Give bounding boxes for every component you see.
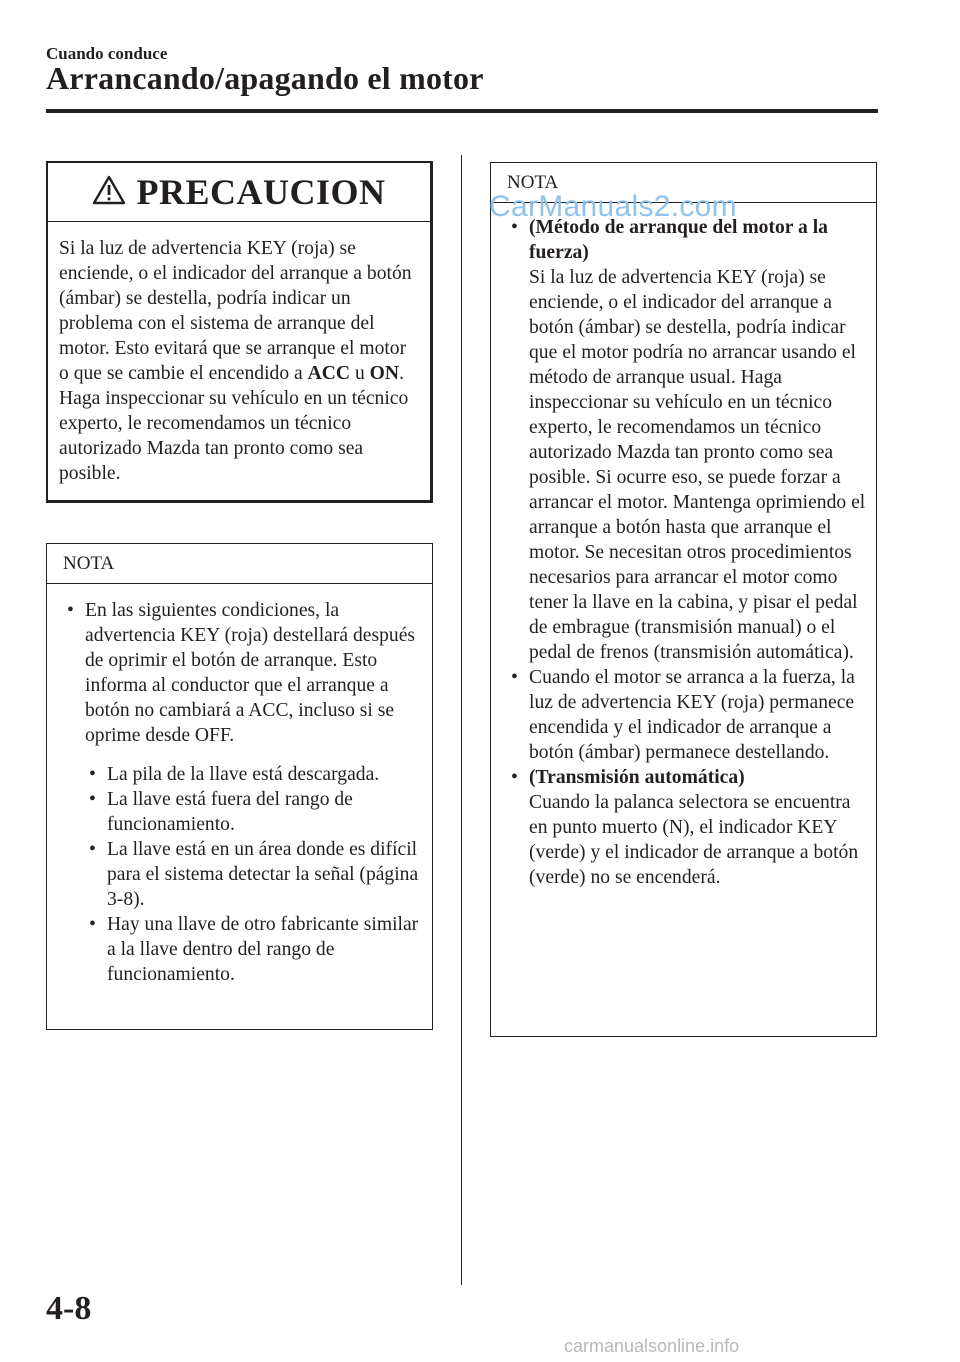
caution-heading: PRECAUCION <box>136 172 386 212</box>
nota-box-right <box>490 162 877 1037</box>
nota-right-item-3-title: (Transmisión automática) <box>529 767 745 788</box>
caution-text <box>48 222 430 486</box>
condition-text: Hay una llave de otro fabricante similar a la llave dentro del rango de funcionamiento. <box>107 914 419 985</box>
watermark-bottom: carmanualsonline.info <box>564 1336 740 1356</box>
bullet-icon: • <box>89 764 96 785</box>
list-item <box>85 762 422 787</box>
bullet-icon: • <box>511 767 518 788</box>
caution-box <box>46 161 433 503</box>
list-item <box>507 215 868 665</box>
nota-content-left <box>47 584 432 987</box>
nota-right-item-3-text: Cuando la palanca selectora se encuentra en punto muerto (N), el indicador KEY (verde) y el indicador de arranque a botón (verde) no se encenderá. <box>529 792 859 888</box>
section-label: Cuando conduce <box>46 44 168 63</box>
list-item <box>63 598 422 748</box>
bullet-icon: • <box>89 839 96 860</box>
list-item <box>85 912 422 987</box>
nota-left-item-text: En las siguientes condiciones, la advertencia KEY (roja) destellará después de oprimir el botón de arranque. Esto informa al conductor que el arranque a botón no cambiará a ACC, incluso si se oprime desde OFF. <box>85 600 416 746</box>
title-rule <box>46 109 878 113</box>
bullet-icon: • <box>511 217 518 238</box>
list-item <box>85 787 422 837</box>
acc-term: ACC <box>307 363 351 384</box>
nota-content-right <box>491 203 876 890</box>
page-number: 4-8 <box>46 1290 92 1327</box>
caution-text-2: u <box>350 363 370 384</box>
nota-right-item-1-text: Si la luz de advertencia KEY (roja) se enciende, o el indicador del arranque a botón (ámbar) se destella, podría indicar que el motor podría no arrancar usando el método de arranque usual. Haga inspeccionar su vehículo en un técnico experto, le recomendamos un técnico autorizado Mazda tan pronto como sea posible. Si ocurre eso, se puede forzar a arrancar el motor. Mantenga oprimiendo el arranque a botón hasta que arranque el motor. Se necesitan otros procedimientos necesarios para arrancar el motor como tener la llave en la cabina, y pisar el pedal de embrague (transmisión manual) o el pedal de frenos (transmisión automática). <box>529 267 866 663</box>
caution-text-1: Si la luz de advertencia KEY (roja) se enciende, o el indicador del arranque a botón (ámbar) se destella, podría indicar un problema con el sistema de arranque del motor. Esto evitará que se arranque el motor o que se cambie el encendido a <box>59 238 412 384</box>
condition-text: La llave está en un área donde es difícil para el sistema detectar la señal (página 3-8). <box>107 839 419 910</box>
conditions-list <box>63 762 422 987</box>
nota-heading-left: NOTA <box>47 544 432 584</box>
nota-right-item-2-text: Cuando el motor se arranca a la fuerza, la luz de advertencia KEY (roja) permanece encendida y el indicador de arranque a botón (ámbar) permanece destellando. <box>529 667 855 763</box>
bullet-icon: • <box>511 667 518 688</box>
condition-text: La pila de la llave está descargada. <box>107 764 380 785</box>
page-title: Arrancando/apagando el motor <box>46 60 484 96</box>
list-item <box>507 765 868 890</box>
bullet-icon: • <box>67 600 74 621</box>
caution-header <box>48 163 430 222</box>
caution-text-3: . Haga inspeccionar su vehículo en un técnico experto, le recomendamos un técnico autorizado Mazda tan pronto como sea posible. <box>59 363 409 484</box>
column-divider <box>461 155 462 1285</box>
watermark-top: CarManuals2.com <box>489 190 737 223</box>
nota-heading-right: NOTA <box>491 163 876 203</box>
nota-right-item-1-title: (Método de arranque del motor a la fuerza) <box>529 217 828 263</box>
bullet-icon: • <box>89 914 96 935</box>
condition-text: La llave está fuera del rango de funcionamiento. <box>107 789 353 835</box>
list-item <box>507 665 868 765</box>
warning-triangle-icon <box>92 175 126 210</box>
nota-box-left <box>46 543 433 1030</box>
list-item <box>85 837 422 912</box>
bullet-icon: • <box>89 789 96 810</box>
on-term: ON <box>369 363 400 384</box>
